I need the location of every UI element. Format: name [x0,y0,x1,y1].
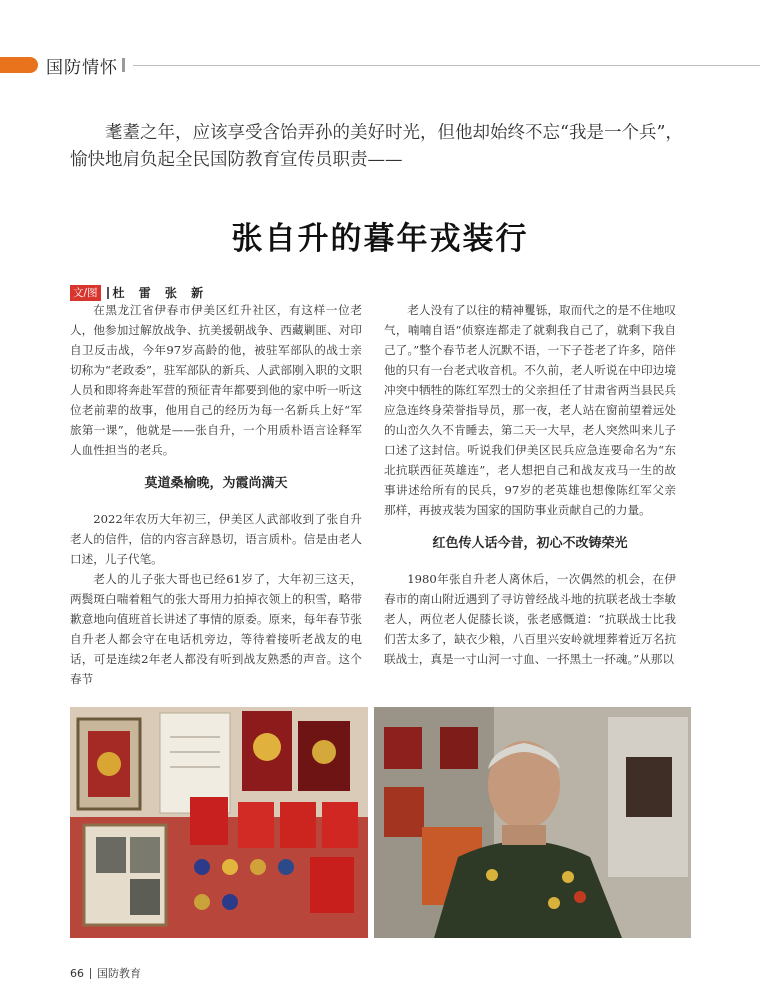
left-column [70,300,362,689]
lead-text: 耄耋之年，应该享受含饴弄孙的美好时光，但他却始终不忘“我是一个兵”，愉快地肩负起全民国防教育宣传员职责—— [70,123,683,170]
medals-photo-image [70,707,368,938]
section-accent-bar [0,57,38,73]
article-title: 张自升的暮年戎装行 [231,221,529,257]
lead-paragraph [70,120,690,174]
right-column [384,300,676,669]
header-rule [133,65,760,66]
page-number: 66 [70,966,84,980]
subheading: 红色传人话今昔，初心不改铸荣光 [432,536,628,551]
paragraph: 1980年张自升老人离休后，一次偶然的机会，在伊春市的南山附近遇到了寻访曾经战斗地的抗联老战士李敏老人，两位老人促膝长谈，张老感慨道：“抗联战士比我们苦太多了，缺衣少粮，八百里兴安岭就埋葬着近万名抗联战士，真是一寸山河一寸血、一抔黑土一抔魂。”从那以 [384,572,676,666]
medals-photo [70,707,368,938]
paragraph: 老人没有了以往的精神矍铄，取而代之的是不住地叹气，喃喃自语“侦察连都走了就剩我自己了，就剩下我自己了。”整个春节老人沉默不语，一下子苍老了许多，陪伴他的只有一台老式收音机。不久前，老人听说在中印边境冲突中牺牲的陈红军烈士的父亲担任了甘肃省两当县民兵应急连终身荣誉指导员，那一夜，老人站在窗前望着远处的山峦久久不肯睡去，第二天一大早，老人突然叫来儿子口述了这封信。听说我们伊美区民兵应急连要命名为“东北抗联西征英雄连”，老人想把自己和战友戎马一生的故事讲述给所有的民兵，97岁的老英雄也想像陈红军父亲那样，再披戎装为国家的国防事业贡献自己的力量。 [384,303,676,517]
section-divider [122,58,125,72]
page-footer [70,965,141,981]
byline-divider [107,287,109,299]
byline-authors: 杜 雷 张 新 [112,286,209,300]
veteran-portrait-image [374,707,691,938]
subheading: 莫道桑榆晚，为霞尚满天 [144,476,288,491]
byline-tag: 文/图 [70,285,101,301]
paragraph: 2022年农历大年初三，伊美区人武部收到了张自升老人的信件，信的内容言辞恳切，语言质朴。信是由老人口述，儿子代笔。 [70,512,362,566]
paragraph: 老人的儿子张大哥也已经61岁了，大年初三这天，两鬓斑白喘着粗气的张大哥用力拍掉衣领上的积雪，略带歉意地向值班首长讲述了事情的原委。原来，每年春节张自升老人都会守在电话机旁边，等待着接听老战友的电话，可是连续2年老人都没有听到战友熟悉的声音。这个春节 [70,572,362,686]
byline [70,284,208,301]
footer-divider [90,968,91,979]
section-label: 国防情怀 [46,58,118,78]
veteran-portrait-photo [374,707,691,938]
magazine-name: 国防教育 [97,967,141,980]
paragraph: 在黑龙江省伊春市伊美区红升社区，有这样一位老人，他参加过解放战争、抗美援朝战争、西藏剿匪、对印自卫反击战，今年97岁高龄的他，被驻军部队的战士亲切称为“老政委”，驻军部队的新兵、人武部刚入职的文职人员和即将奔赴军营的预征青年都要到他的家中听一听这位老前辈的故事，他用自己的经历为每一名新兵上好“军旅第一课”，他就是——张自升，一个用质朴语言诠释军人血性担当的老兵。 [70,303,362,457]
